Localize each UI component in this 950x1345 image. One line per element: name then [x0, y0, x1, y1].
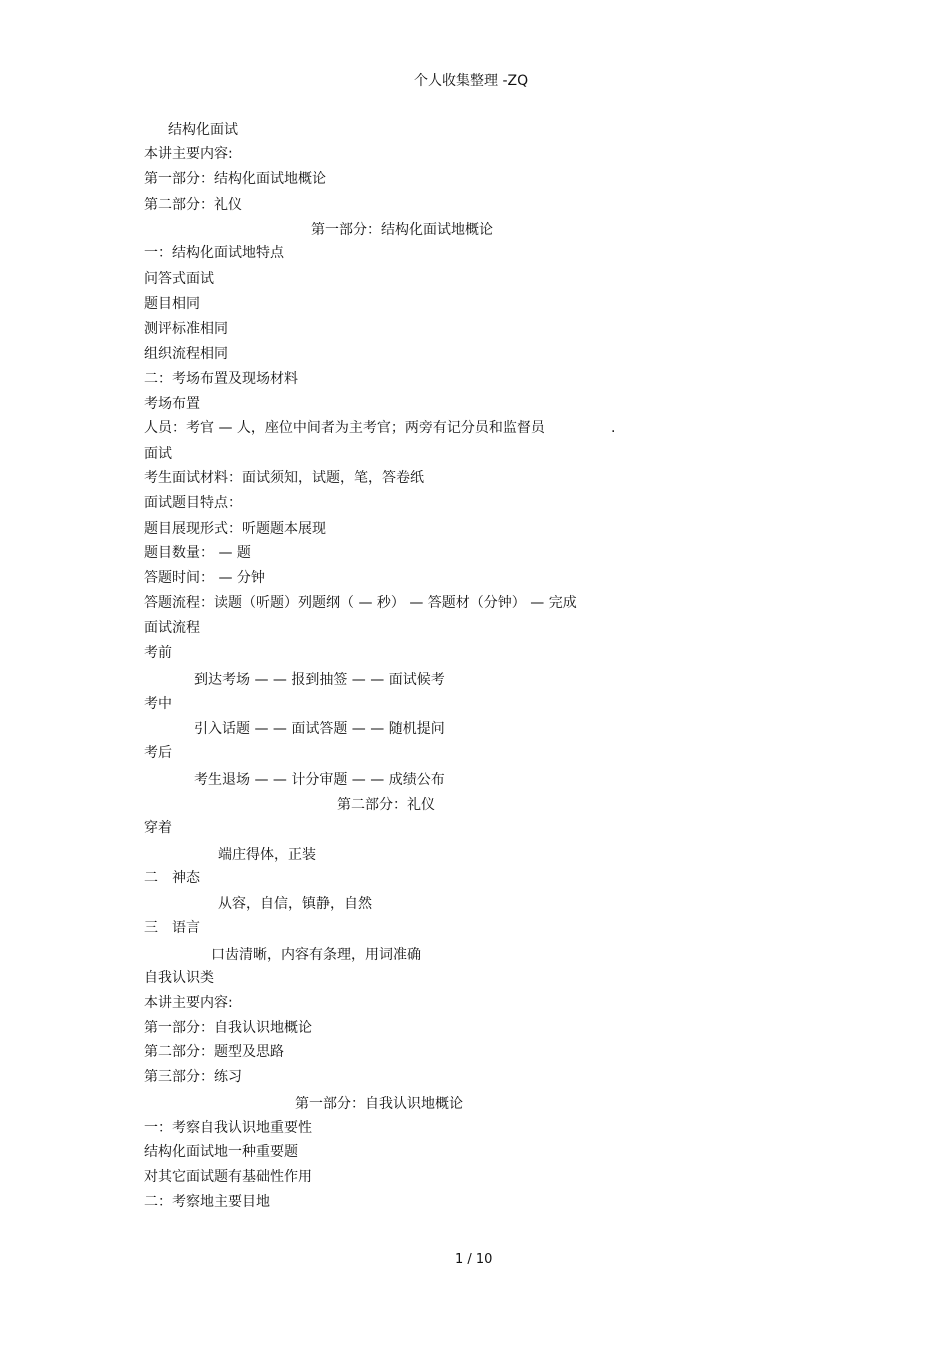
- doc-title: 结构化面试: [168, 122, 238, 138]
- text-line: 题目数量： — 题: [144, 545, 251, 561]
- text-line: 一：结构化面试地特点: [144, 245, 284, 261]
- section-heading: 第二部分：礼仪: [337, 797, 435, 813]
- text-line: 结构化面试地一种重要题: [144, 1144, 298, 1160]
- text-line: 面试: [144, 446, 172, 462]
- text-line: 答题时间： — 分钟: [144, 570, 265, 586]
- text-line: 二：考场布置及现场材料: [144, 371, 298, 387]
- text-line: 问答式面试: [144, 271, 214, 287]
- text-line: 对其它面试题有基础性作用: [144, 1169, 312, 1185]
- text-line: 一：考察自我认识地重要性: [144, 1120, 312, 1136]
- section-heading: 第一部分：结构化面试地概论: [311, 222, 493, 238]
- text-line: 题目展现形式：听题题本展现: [144, 521, 326, 537]
- text-line: 组织流程相同: [144, 346, 228, 362]
- text-line: 面试流程: [144, 620, 200, 636]
- section-heading: 第一部分：自我认识地概论: [295, 1096, 463, 1112]
- text-line: 面试题目特点：: [144, 495, 242, 511]
- page-header: 个人收集整理 -ZQ: [414, 73, 529, 89]
- text-line: 第一部分：结构化面试地概论: [144, 171, 326, 187]
- indent-line: 从容，自信，镇静，自然: [218, 896, 372, 912]
- flow-line: 考生退场 — — 计分审题 — — 成绩公布: [194, 772, 445, 788]
- text-line: 二：考察地主要目地: [144, 1194, 270, 1210]
- text-line: 第二部分：礼仪: [144, 197, 242, 213]
- text-line: 二 神态: [144, 870, 200, 886]
- text-line: 本讲主要内容:: [144, 146, 233, 162]
- page-number: 1 / 10: [455, 1252, 493, 1267]
- text-line: 人员：考官 — 人，座位中间者为主考官；两旁有记分员和监督员: [144, 420, 545, 436]
- text-line: 第三部分：练习: [144, 1069, 242, 1085]
- text-line: 题目相同: [144, 296, 200, 312]
- flow-line: 到达考场 — — 报到抽签 — — 面试候考: [194, 672, 445, 688]
- indent-line: 口齿清晰，内容有条理，用词准确: [211, 947, 421, 963]
- text-line: 考生面试材料：面试须知，试题，笔，答卷纸: [144, 470, 424, 486]
- indent-line: 端庄得体，正装: [218, 847, 316, 863]
- text-line: 考场布置: [144, 396, 200, 412]
- text-line: 第二部分：题型及思路: [144, 1044, 284, 1060]
- text-line: 答题流程：读题（听题）列题纲（ — 秒） — 答题材（分钟） — 完成: [144, 595, 577, 611]
- text-line: 测评标准相同: [144, 321, 228, 337]
- text-line: 第一部分：自我认识地概论: [144, 1020, 312, 1036]
- flow-line: 引入话题 — — 面试答题 — — 随机提问: [194, 721, 445, 737]
- text-line: 考中: [144, 696, 172, 712]
- text-line: 考后: [144, 745, 172, 761]
- text-line: 穿着: [144, 820, 172, 836]
- text-line: 本讲主要内容:: [144, 995, 233, 1011]
- text-line: 自我认识类: [144, 970, 214, 986]
- text-line: 考前: [144, 645, 172, 661]
- text-dot: .: [611, 420, 616, 436]
- text-line: 三 语言: [144, 920, 200, 936]
